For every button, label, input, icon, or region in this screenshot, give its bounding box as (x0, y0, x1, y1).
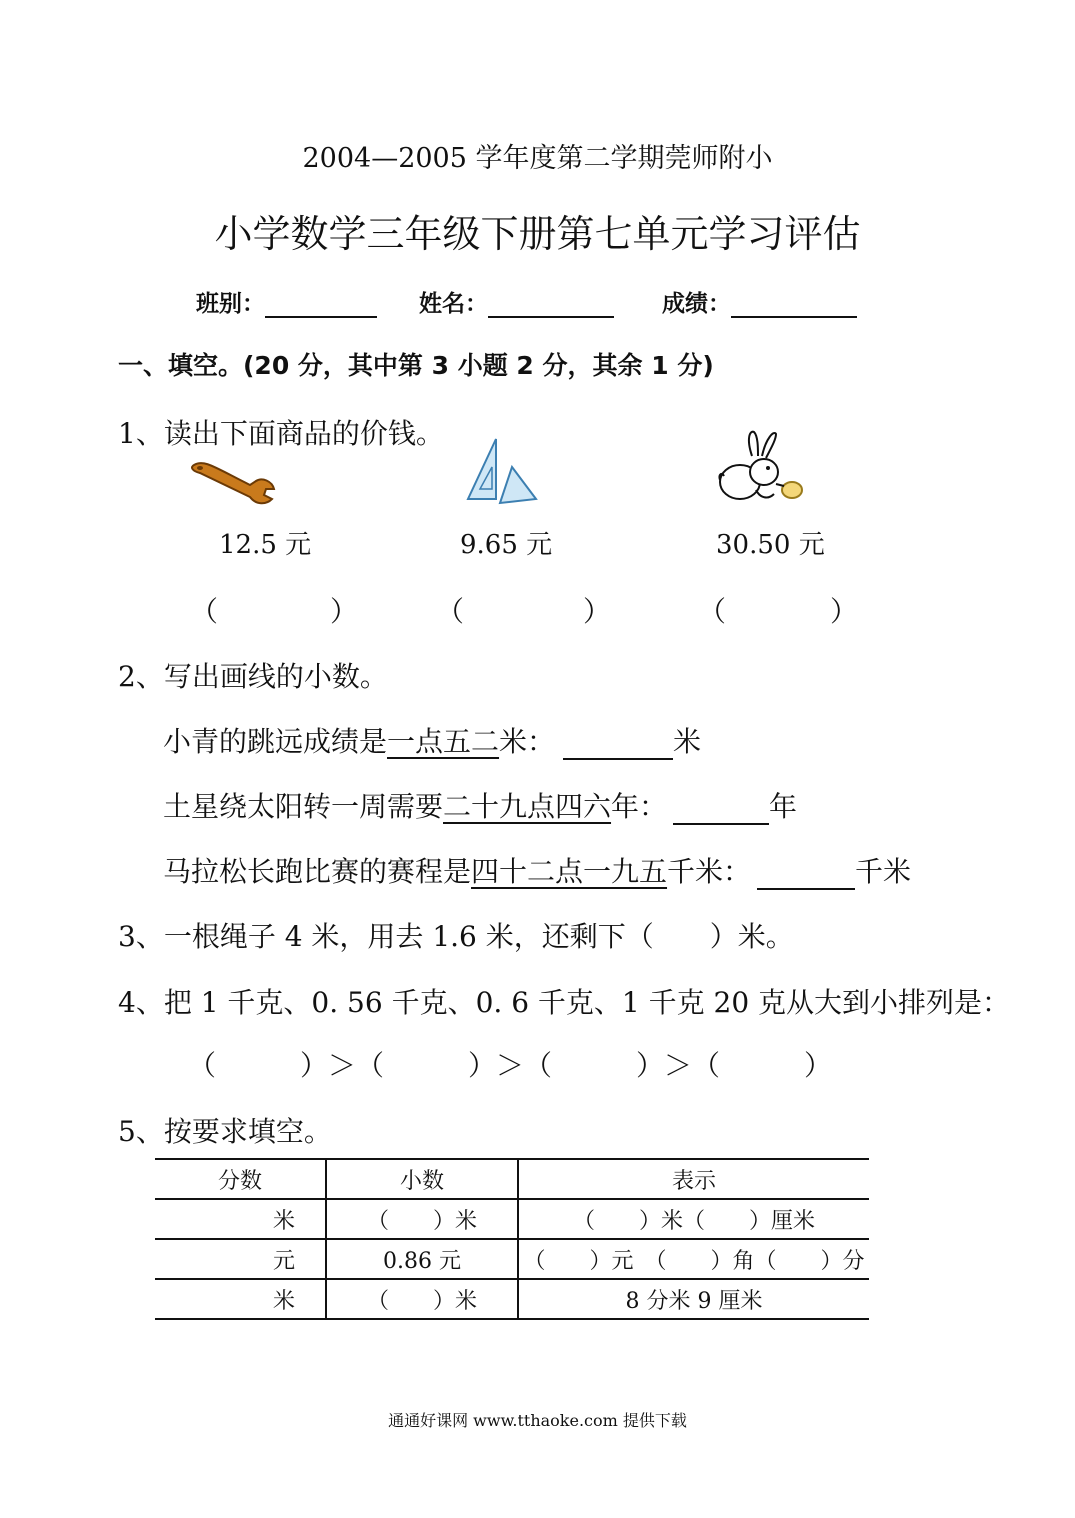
q2-line-3-answer[interactable] (757, 862, 855, 890)
q2-line-2-underlined: 二十九点四六 (443, 790, 612, 823)
class-field[interactable] (265, 292, 377, 318)
q2-line-2-post: 年： (611, 790, 668, 823)
answer-blank-3-close: ） (830, 595, 859, 628)
answer-blank-2-open: （ (436, 595, 465, 628)
footer-text: 通通好课网 www.tthaoke.com 提供下载 (388, 1411, 687, 1430)
q2-line-3-post: 千米： (667, 855, 752, 888)
q2-line-1 (163, 720, 701, 760)
table-header-cell: 表示 (518, 1159, 869, 1199)
answer-blank-3-open: （ (698, 595, 727, 628)
school-line: 2004—2005 学年度第二学期莞师附小 (302, 143, 773, 174)
q4-order-line: （ ）＞（ ）＞（ ）＞（ ） (188, 1049, 833, 1082)
q2-line-1-underlined: 一点五二 (387, 725, 500, 758)
table-header-cell: 小数 (326, 1159, 518, 1199)
q2-line-2 (163, 785, 797, 825)
q2-line-3-underlined: 四十二点一九五 (471, 855, 668, 888)
question-4: 4、把 1 千克、0. 56 千克、0. 6 千克、1 千克 20 克从大到小排列是： (118, 986, 1011, 1019)
q2-line-1-pre: 小青的跳远成绩是 (163, 725, 388, 758)
score-field[interactable] (731, 292, 857, 318)
q2-line-2-answer[interactable] (673, 797, 769, 825)
question-3: 3、一根绳子 4 米，用去 1.6 米，还剩下（ ）米。 (118, 920, 794, 953)
answer-blank-1-close: ） (330, 595, 359, 628)
triangle-ruler-icon (466, 437, 538, 507)
wrench-icon (190, 455, 276, 507)
table-cell[interactable]: （ ）元 （ ）角（ ）分 (518, 1239, 869, 1279)
table-cell[interactable]: （ ）米 (326, 1199, 518, 1239)
question-2: 2、写出画线的小数。 (118, 660, 388, 693)
class-label: 班别： (196, 291, 265, 317)
info-row (196, 285, 857, 318)
question-1: 1、读出下面商品的价钱。 (118, 417, 444, 450)
q2-line-1-post: 米： (499, 725, 556, 758)
table-cell: 米 (155, 1199, 326, 1239)
table-cell: 米 (155, 1279, 326, 1319)
q2-line-3-unit: 千米 (855, 855, 912, 888)
table-row (155, 1279, 869, 1319)
name-field[interactable] (488, 292, 614, 318)
q2-line-1-answer[interactable] (563, 732, 673, 760)
table-cell: 元 (155, 1239, 326, 1279)
answer-blank-1-open: （ (190, 595, 219, 628)
table-header-cell: 分数 (155, 1159, 326, 1199)
q2-line-2-pre: 土星绕太阳转一周需要 (163, 790, 444, 823)
table-cell[interactable]: （ ）米 (326, 1279, 518, 1319)
answer-blank-2-close: ） (583, 595, 612, 628)
page-title: 小学数学三年级下册第七单元学习评估 (214, 212, 861, 256)
question-5: 5、按要求填空。 (118, 1115, 332, 1148)
price-ruler: 9.65 元 (460, 530, 553, 560)
table-row (155, 1199, 869, 1239)
price-rabbit: 30.50 元 (716, 530, 825, 560)
q2-line-1-unit: 米 (673, 725, 702, 758)
name-label: 姓名： (419, 291, 488, 317)
score-label: 成绩： (662, 291, 731, 317)
table-cell: 0.86 元 (326, 1239, 518, 1279)
section-heading: 一、填空。(20 分，其中第 3 小题 2 分，其余 1 分) (118, 351, 714, 380)
q2-line-3 (163, 850, 911, 890)
table-header-row (155, 1159, 869, 1199)
fill-table (155, 1158, 869, 1320)
table-cell[interactable]: （ ）米（ ）厘米 (518, 1199, 869, 1239)
table-cell: 8 分米 9 厘米 (518, 1279, 869, 1319)
price-wrench: 12.5 元 (219, 530, 312, 560)
table-row (155, 1239, 869, 1279)
q2-line-3-pre: 马拉松长跑比赛的赛程是 (163, 855, 472, 888)
rabbit-icon (716, 428, 808, 506)
q2-line-2-unit: 年 (769, 790, 798, 823)
